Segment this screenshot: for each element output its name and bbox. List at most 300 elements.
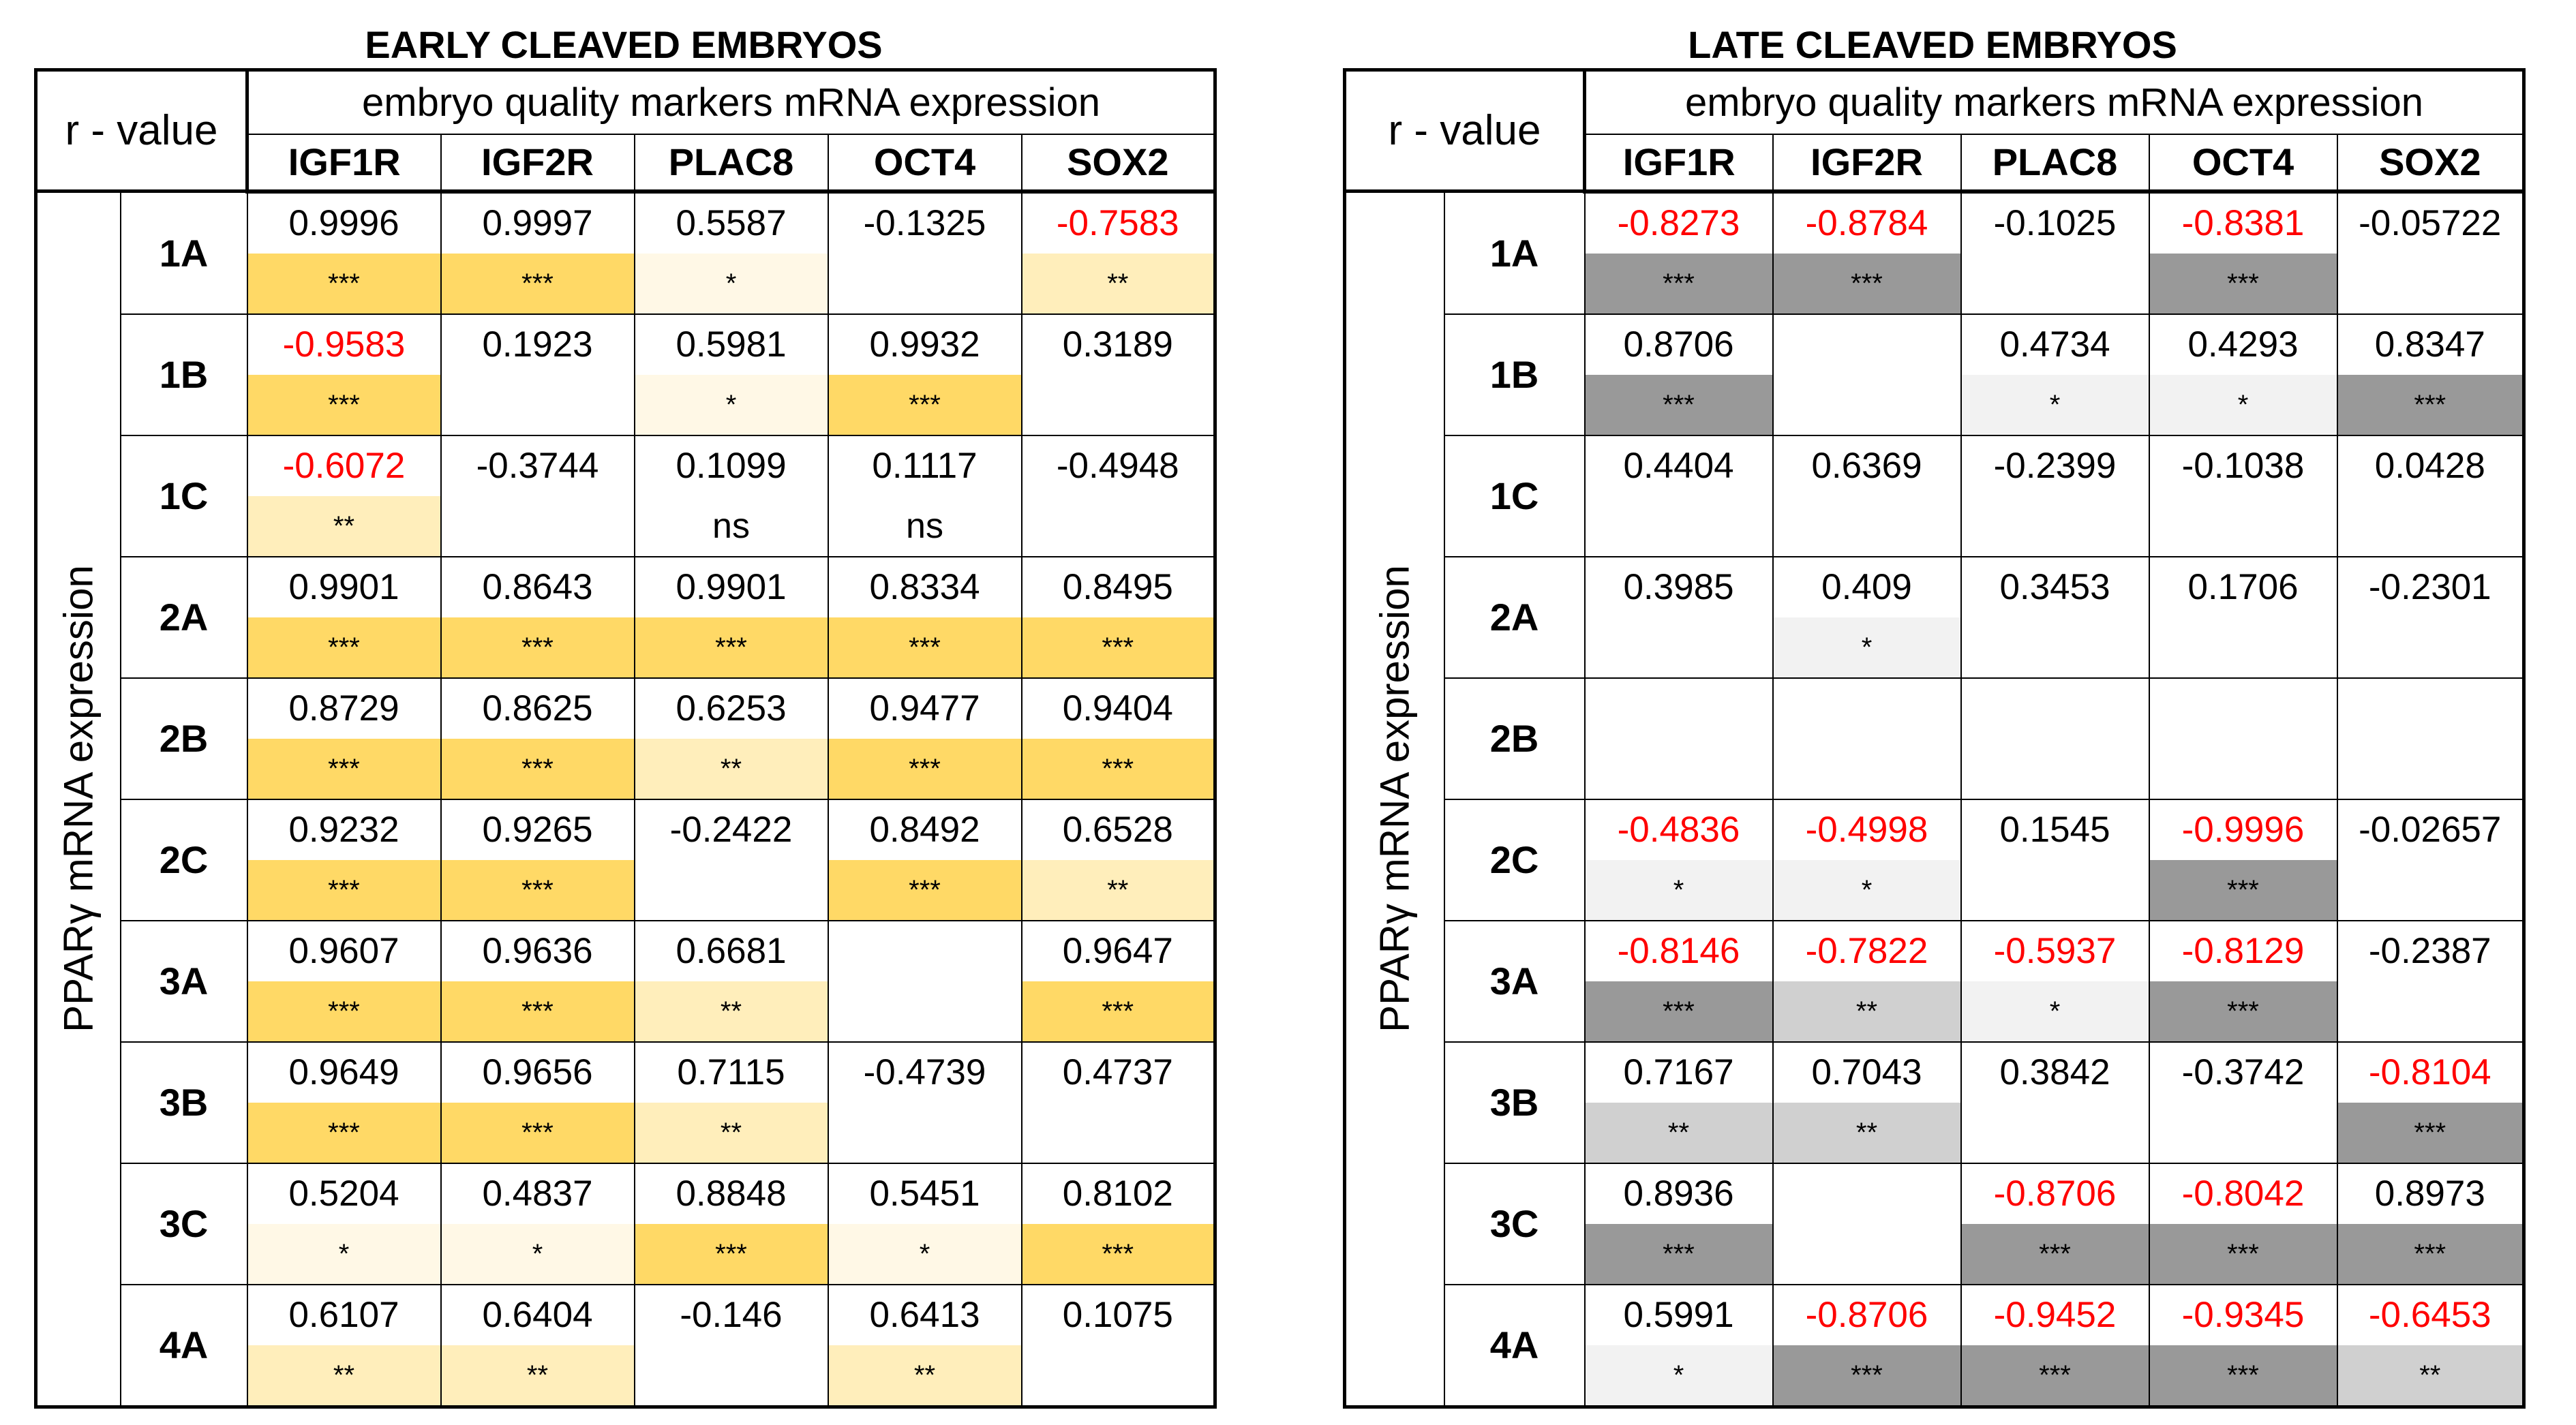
table-row bbox=[36, 1285, 1215, 1407]
cell-content bbox=[829, 1164, 1021, 1284]
correlation-cell bbox=[2337, 314, 2524, 435]
correlation-cell bbox=[828, 191, 1022, 314]
correlation-cell bbox=[1022, 435, 1215, 557]
r-value: 0.8334 bbox=[869, 566, 980, 607]
significance-marker bbox=[829, 1103, 1021, 1163]
cell-content bbox=[1774, 194, 1960, 313]
correlation-cell bbox=[1961, 799, 2149, 921]
column-header: IGF1R bbox=[247, 134, 441, 191]
cell-content bbox=[1586, 1164, 1772, 1284]
cell-content bbox=[2150, 315, 2337, 435]
correlation-cell bbox=[828, 557, 1022, 678]
r-value: -0.4998 bbox=[1805, 809, 1928, 850]
cell-content bbox=[248, 800, 440, 920]
correlation-cell bbox=[247, 314, 441, 435]
r-value: -0.02657 bbox=[2359, 809, 2502, 850]
cell-content bbox=[2150, 1164, 2337, 1284]
significance-marker bbox=[1774, 375, 1960, 435]
cell-content bbox=[248, 679, 440, 799]
r-value: -0.2387 bbox=[2368, 930, 2491, 971]
r-value bbox=[1774, 315, 1960, 375]
r-value: -0.4948 bbox=[1056, 445, 1179, 486]
table-row bbox=[36, 191, 1215, 314]
correlation-cell bbox=[635, 557, 828, 678]
correlation-table bbox=[1343, 68, 2526, 1409]
correlation-cell bbox=[1585, 921, 1773, 1042]
significance-marker bbox=[829, 981, 1021, 1041]
table-row bbox=[36, 557, 1215, 678]
significance-marker: ** bbox=[635, 739, 828, 799]
significance-marker: *** bbox=[442, 860, 634, 920]
correlation-cell bbox=[247, 678, 441, 799]
r-value: 0.8347 bbox=[2374, 324, 2485, 365]
r-value: -0.7583 bbox=[1056, 202, 1179, 243]
r-value: -0.8146 bbox=[1617, 930, 1740, 971]
cell-content bbox=[1022, 194, 1214, 313]
r-value: -0.1025 bbox=[1993, 202, 2117, 243]
cell-content bbox=[829, 800, 1021, 920]
cell-content bbox=[1962, 1043, 2149, 1163]
correlation-cell bbox=[2337, 1042, 2524, 1163]
cell-content bbox=[442, 557, 634, 677]
significance-marker bbox=[1022, 1103, 1214, 1163]
significance-marker bbox=[1962, 496, 2149, 556]
r-value: 0.1923 bbox=[482, 324, 593, 365]
correlation-cell bbox=[635, 678, 828, 799]
significance-marker bbox=[2338, 981, 2523, 1041]
table-row bbox=[1345, 191, 2524, 314]
correlation-cell bbox=[2149, 191, 2337, 314]
column-header: IGF2R bbox=[441, 134, 635, 191]
cell-content bbox=[2150, 436, 2337, 556]
cell-content bbox=[442, 1043, 634, 1163]
cell-content bbox=[2150, 800, 2337, 920]
r-value: -0.8273 bbox=[1617, 202, 1740, 243]
cell-content bbox=[442, 315, 634, 435]
correlation-cell bbox=[441, 435, 635, 557]
significance-marker: ** bbox=[248, 496, 440, 556]
cell-content bbox=[1962, 557, 2149, 677]
cell-content bbox=[1586, 315, 1772, 435]
correlation-cell bbox=[1961, 435, 2149, 557]
r-value: -0.9345 bbox=[2181, 1294, 2305, 1335]
r-value: -0.9583 bbox=[282, 324, 406, 365]
r-value: 0.9901 bbox=[676, 566, 787, 607]
significance-marker: *** bbox=[635, 617, 828, 677]
correlation-cell bbox=[2337, 799, 2524, 921]
r-value: -0.6453 bbox=[2368, 1294, 2491, 1335]
cell-content bbox=[2338, 921, 2523, 1041]
table-row bbox=[1345, 1163, 2524, 1285]
r-value: 0.9649 bbox=[288, 1052, 399, 1092]
correlation-cell bbox=[247, 557, 441, 678]
significance-marker bbox=[1774, 1224, 1960, 1284]
cell-content bbox=[829, 679, 1021, 799]
table-row bbox=[1345, 1042, 2524, 1163]
cell-content bbox=[1022, 679, 1214, 799]
cell-content bbox=[635, 194, 828, 313]
row-header: 1B bbox=[1444, 314, 1585, 435]
significance-marker: *** bbox=[1962, 1345, 2149, 1405]
significance-marker bbox=[829, 254, 1021, 313]
significance-marker: * bbox=[1586, 1345, 1772, 1405]
correlation-cell bbox=[1773, 314, 1961, 435]
r-value: 0.6681 bbox=[676, 930, 787, 971]
significance-marker: * bbox=[248, 1224, 440, 1284]
r-value: -0.3744 bbox=[476, 445, 599, 486]
significance-marker bbox=[635, 860, 828, 920]
correlation-cell bbox=[1961, 1285, 2149, 1407]
cell-content bbox=[442, 436, 634, 556]
cell-content bbox=[1586, 800, 1772, 920]
table-row bbox=[36, 678, 1215, 799]
significance-marker: * bbox=[1962, 375, 2149, 435]
markers-header: embryo quality markers mRNA expression bbox=[1585, 70, 2524, 134]
row-header: 3B bbox=[1444, 1042, 1585, 1163]
header-row bbox=[36, 70, 1215, 134]
r-value: 0.4293 bbox=[2187, 324, 2299, 365]
significance-marker bbox=[635, 1345, 828, 1405]
r-value: -0.8104 bbox=[2368, 1052, 2491, 1092]
r-value: 0.8625 bbox=[482, 688, 593, 729]
correlation-cell bbox=[828, 1042, 1022, 1163]
r-value: 0.1099 bbox=[676, 445, 787, 486]
panel-title: LATE CLEAVED EMBRYOS bbox=[1688, 23, 2177, 66]
r-value: 0.9232 bbox=[288, 809, 399, 850]
row-header: 1C bbox=[121, 435, 247, 557]
significance-marker: ** bbox=[635, 981, 828, 1041]
correlation-cell bbox=[2337, 1163, 2524, 1285]
correlation-cell bbox=[2149, 1285, 2337, 1407]
r-value bbox=[2338, 679, 2523, 739]
table-row bbox=[1345, 314, 2524, 435]
cell-content bbox=[1962, 921, 2149, 1041]
r-value: 0.8973 bbox=[2374, 1173, 2485, 1214]
row-header: 3C bbox=[1444, 1163, 1585, 1285]
significance-marker: *** bbox=[442, 254, 634, 313]
cell-content bbox=[1774, 436, 1960, 556]
cell-content bbox=[442, 194, 634, 313]
row-header: 2C bbox=[121, 799, 247, 921]
significance-marker: * bbox=[2150, 375, 2337, 435]
significance-marker bbox=[1022, 1345, 1214, 1405]
correlation-cell bbox=[828, 1163, 1022, 1285]
cell-content bbox=[1962, 1164, 2149, 1284]
column-header: PLAC8 bbox=[1961, 134, 2149, 191]
correlation-cell bbox=[1022, 799, 1215, 921]
correlation-cell bbox=[247, 435, 441, 557]
cell-content bbox=[829, 1043, 1021, 1163]
correlation-cell bbox=[2149, 799, 2337, 921]
significance-marker: *** bbox=[829, 739, 1021, 799]
r-value: -0.7822 bbox=[1805, 930, 1928, 971]
cell-content bbox=[1774, 1043, 1960, 1163]
significance-marker: *** bbox=[248, 860, 440, 920]
correlation-cell bbox=[635, 191, 828, 314]
significance-marker: * bbox=[1774, 860, 1960, 920]
column-header: OCT4 bbox=[2149, 134, 2337, 191]
cell-content bbox=[248, 1285, 440, 1405]
correlation-cell bbox=[441, 191, 635, 314]
significance-marker: * bbox=[1774, 617, 1960, 677]
correlation-cell bbox=[1773, 557, 1961, 678]
column-header: OCT4 bbox=[828, 134, 1022, 191]
r-value: -0.9452 bbox=[1993, 1294, 2117, 1335]
r-value: 0.8495 bbox=[1062, 566, 1173, 607]
table-row bbox=[36, 435, 1215, 557]
correlation-cell bbox=[441, 314, 635, 435]
correlation-cell bbox=[1773, 1285, 1961, 1407]
table-row bbox=[36, 921, 1215, 1042]
correlation-cell bbox=[1773, 1163, 1961, 1285]
row-header: 1A bbox=[1444, 191, 1585, 314]
cell-content bbox=[1022, 436, 1214, 556]
significance-marker: *** bbox=[442, 617, 634, 677]
significance-marker bbox=[1774, 739, 1960, 799]
significance-marker: *** bbox=[635, 1224, 828, 1284]
significance-marker bbox=[2338, 254, 2523, 313]
cell-content bbox=[2150, 1285, 2337, 1405]
markers-header: embryo quality markers mRNA expression bbox=[247, 70, 1215, 134]
significance-marker: ** bbox=[635, 1103, 828, 1163]
cell-content bbox=[829, 194, 1021, 313]
cell-content bbox=[248, 436, 440, 556]
correlation-cell bbox=[247, 1163, 441, 1285]
r-value: 0.8936 bbox=[1623, 1173, 1734, 1214]
correlation-cell bbox=[441, 557, 635, 678]
cell-content bbox=[248, 1164, 440, 1284]
table-row bbox=[1345, 435, 2524, 557]
cell-content bbox=[2338, 800, 2523, 920]
corner-label: r - value bbox=[36, 70, 247, 191]
significance-marker bbox=[1962, 1103, 2149, 1163]
significance-marker bbox=[1962, 254, 2149, 313]
r-value: 0.9997 bbox=[482, 202, 593, 243]
side-label-cell bbox=[36, 191, 121, 1407]
r-value: 0.0428 bbox=[2374, 445, 2485, 486]
r-value bbox=[1586, 679, 1772, 739]
r-value: -0.5937 bbox=[1993, 930, 2117, 971]
significance-marker: *** bbox=[248, 981, 440, 1041]
cell-content bbox=[1586, 921, 1772, 1041]
significance-marker: *** bbox=[248, 375, 440, 435]
correlation-cell bbox=[2149, 678, 2337, 799]
significance-marker bbox=[2338, 496, 2523, 556]
significance-marker: *** bbox=[1022, 739, 1214, 799]
column-header: SOX2 bbox=[1022, 134, 1215, 191]
cell-content bbox=[635, 800, 828, 920]
correlation-cell bbox=[247, 1285, 441, 1407]
r-value: 0.4404 bbox=[1623, 445, 1734, 486]
correlation-cell bbox=[247, 799, 441, 921]
significance-marker: *** bbox=[829, 860, 1021, 920]
significance-marker bbox=[1586, 739, 1772, 799]
significance-marker: *** bbox=[248, 617, 440, 677]
r-value: 0.3453 bbox=[1999, 566, 2110, 607]
significance-marker: ns bbox=[906, 506, 943, 546]
cell-content bbox=[829, 921, 1021, 1041]
cell-content bbox=[1022, 1043, 1214, 1163]
cell-content bbox=[1022, 557, 1214, 677]
cell-content bbox=[2150, 679, 2337, 799]
significance-marker bbox=[1962, 617, 2149, 677]
cell-content bbox=[635, 1043, 828, 1163]
cell-content bbox=[1022, 1285, 1214, 1405]
r-value: -0.146 bbox=[680, 1294, 783, 1335]
r-value: 0.1117 bbox=[872, 445, 978, 486]
cell-content bbox=[2150, 1043, 2337, 1163]
cell-content bbox=[1962, 679, 2149, 799]
table-row bbox=[36, 1163, 1215, 1285]
r-value: 0.5991 bbox=[1623, 1294, 1734, 1335]
r-value bbox=[1962, 679, 2149, 739]
significance-marker: * bbox=[1586, 860, 1772, 920]
significance-marker: * bbox=[1962, 981, 2149, 1041]
r-value: 0.7115 bbox=[677, 1052, 785, 1092]
significance-marker bbox=[1586, 617, 1772, 677]
cell-content bbox=[1774, 1285, 1960, 1405]
cell-content bbox=[1774, 315, 1960, 435]
r-value: 0.5587 bbox=[676, 202, 787, 243]
significance-marker bbox=[1586, 496, 1772, 556]
cell-content bbox=[1586, 1285, 1772, 1405]
correlation-cell bbox=[828, 1285, 1022, 1407]
cell-content bbox=[829, 315, 1021, 435]
r-value: 0.4734 bbox=[1999, 324, 2110, 365]
r-value: -0.2422 bbox=[669, 809, 793, 850]
correlation-cell bbox=[2337, 435, 2524, 557]
correlation-cell bbox=[635, 435, 828, 557]
significance-marker: *** bbox=[829, 617, 1021, 677]
correlation-cell bbox=[1585, 678, 1773, 799]
correlation-cell bbox=[1585, 435, 1773, 557]
cell-content bbox=[635, 315, 828, 435]
correlation-cell bbox=[1961, 191, 2149, 314]
correlation-cell bbox=[635, 1042, 828, 1163]
table-row bbox=[1345, 799, 2524, 921]
table-row bbox=[1345, 557, 2524, 678]
correlation-cell bbox=[2149, 314, 2337, 435]
correlation-cell bbox=[1773, 921, 1961, 1042]
correlation-cell bbox=[1022, 678, 1215, 799]
correlation-cell bbox=[2149, 435, 2337, 557]
r-value: 0.4837 bbox=[482, 1173, 593, 1214]
significance-marker: *** bbox=[1022, 981, 1214, 1041]
correlation-cell bbox=[635, 799, 828, 921]
significance-marker: *** bbox=[2150, 981, 2337, 1041]
r-value: 0.9477 bbox=[869, 688, 980, 729]
significance-marker bbox=[2338, 617, 2523, 677]
correlation-cell bbox=[1773, 191, 1961, 314]
r-value: 0.3842 bbox=[1999, 1052, 2110, 1092]
correlation-cell bbox=[635, 921, 828, 1042]
r-value: 0.409 bbox=[1821, 566, 1912, 607]
r-value: -0.8042 bbox=[2181, 1173, 2305, 1214]
r-value: 0.1706 bbox=[2187, 566, 2299, 607]
significance-marker: *** bbox=[1586, 375, 1772, 435]
cell-content bbox=[1774, 557, 1960, 677]
correlation-cell bbox=[1961, 314, 2149, 435]
significance-marker: *** bbox=[248, 254, 440, 313]
r-value: 0.8706 bbox=[1623, 324, 1734, 365]
cell-content bbox=[1586, 557, 1772, 677]
cell-content bbox=[1774, 800, 1960, 920]
r-value: -0.8784 bbox=[1805, 202, 1928, 243]
correlation-cell bbox=[441, 1042, 635, 1163]
correlation-cell bbox=[2337, 557, 2524, 678]
cell-content bbox=[829, 436, 1021, 556]
correlation-cell bbox=[441, 799, 635, 921]
r-value: 0.9265 bbox=[482, 809, 593, 850]
r-value: 0.9932 bbox=[869, 324, 980, 365]
r-value: 0.8643 bbox=[482, 566, 593, 607]
cell-content bbox=[1962, 436, 2149, 556]
significance-marker bbox=[442, 375, 634, 435]
significance-marker: *** bbox=[2150, 1345, 2337, 1405]
cell-content bbox=[442, 679, 634, 799]
cell-content bbox=[1586, 1043, 1772, 1163]
cell-content bbox=[1586, 436, 1772, 556]
cell-content bbox=[248, 921, 440, 1041]
r-value: 0.6369 bbox=[1811, 445, 1922, 486]
correlation-cell bbox=[247, 921, 441, 1042]
significance-marker: * bbox=[635, 375, 828, 435]
correlation-cell bbox=[2149, 557, 2337, 678]
r-value bbox=[1774, 1164, 1960, 1224]
significance-marker: ** bbox=[1022, 860, 1214, 920]
significance-marker: *** bbox=[248, 1103, 440, 1163]
significance-marker bbox=[2150, 1103, 2337, 1163]
significance-marker: *** bbox=[1586, 1224, 1772, 1284]
correlation-cell bbox=[1961, 557, 2149, 678]
r-value: -0.4836 bbox=[1617, 809, 1740, 850]
significance-marker: *** bbox=[1774, 254, 1960, 313]
r-value: 0.1075 bbox=[1062, 1294, 1173, 1335]
significance-marker: ns bbox=[712, 506, 750, 546]
r-value: -0.8706 bbox=[1993, 1173, 2117, 1214]
correlation-cell bbox=[828, 921, 1022, 1042]
correlation-cell bbox=[1585, 1163, 1773, 1285]
significance-marker bbox=[1022, 375, 1214, 435]
row-header: 2A bbox=[1444, 557, 1585, 678]
r-value: -0.8706 bbox=[1805, 1294, 1928, 1335]
r-value: 0.8492 bbox=[869, 809, 980, 850]
significance-marker: *** bbox=[2338, 1103, 2523, 1163]
correlation-cell bbox=[1022, 314, 1215, 435]
significance-marker: * bbox=[442, 1224, 634, 1284]
r-value: -0.2301 bbox=[2368, 566, 2491, 607]
correlation-cell bbox=[247, 1042, 441, 1163]
table-row bbox=[36, 314, 1215, 435]
significance-marker bbox=[2150, 496, 2337, 556]
r-value: -0.4739 bbox=[863, 1052, 986, 1092]
correlation-cell bbox=[1773, 799, 1961, 921]
row-header: 2C bbox=[1444, 799, 1585, 921]
correlation-cell bbox=[441, 1163, 635, 1285]
significance-marker: *** bbox=[248, 739, 440, 799]
corner-label: r - value bbox=[1345, 70, 1585, 191]
cell-content bbox=[2338, 557, 2523, 677]
r-value: -0.8381 bbox=[2181, 202, 2305, 243]
correlation-cell bbox=[1961, 1163, 2149, 1285]
r-value: 0.6253 bbox=[676, 688, 787, 729]
row-header: 1A bbox=[121, 191, 247, 314]
cell-content bbox=[2338, 194, 2523, 313]
r-value: 0.6107 bbox=[288, 1294, 399, 1335]
significance-marker: ** bbox=[442, 1345, 634, 1405]
correlation-cell bbox=[828, 314, 1022, 435]
cell-content bbox=[2150, 557, 2337, 677]
